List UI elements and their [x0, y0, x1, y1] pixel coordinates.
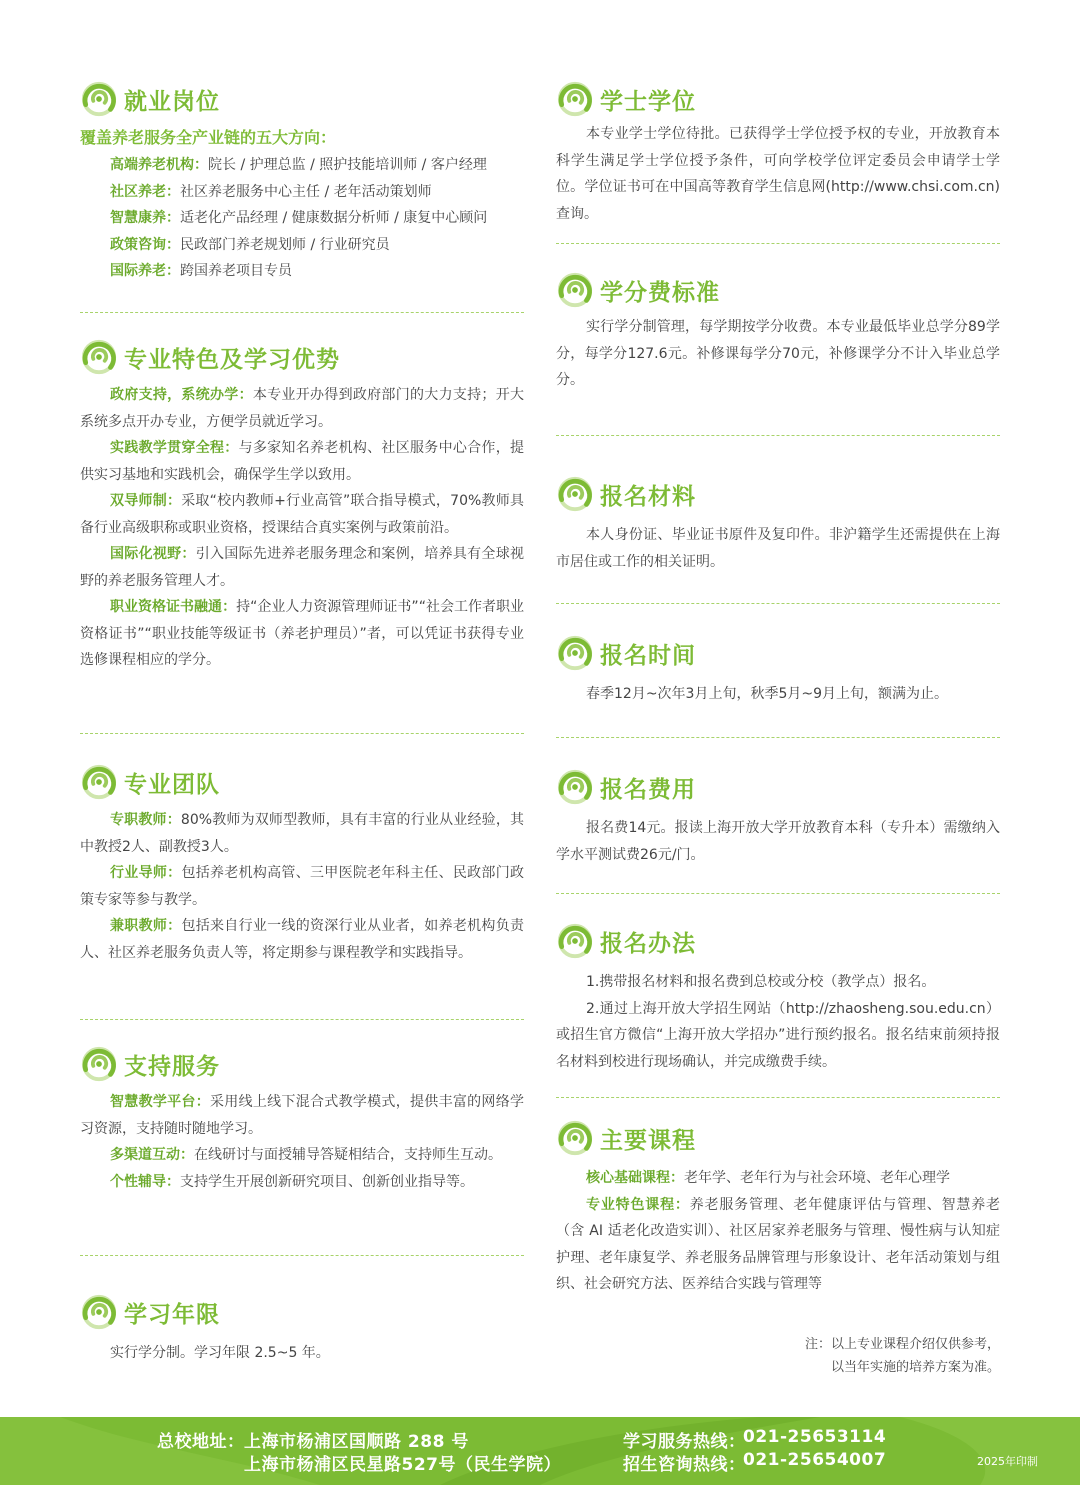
section-duration	[80, 1292, 524, 1367]
section-header	[556, 79, 1000, 119]
list-item: 专职教师：80%教师为双师型教师，具有丰富的行业从业经验，其中教授2人、副教授3人。	[80, 812, 524, 855]
swirl-logo-icon	[80, 763, 118, 801]
list-item: 实践教学贯穿全程：与多家知名养老机构、社区服务中心合作，提供实习基地和实践机会，确保学生学以致用。	[80, 440, 525, 483]
divider	[556, 243, 1000, 244]
section-header	[80, 337, 524, 377]
footer-study-hotline-label: 学习服务热线：	[623, 1432, 746, 1452]
section-text: 实行学分制。学习年限 2.5~5 年。	[110, 1345, 330, 1361]
section-team	[80, 762, 524, 966]
footer-enroll-hotline-label: 招生咨询热线：	[623, 1455, 746, 1475]
section-title: 学分费标准	[600, 279, 720, 306]
section-title: 报名费用	[600, 776, 696, 803]
section-title: 学习年限	[124, 1301, 220, 1328]
section-header	[556, 474, 1000, 514]
list-item: 双导师制：采取“校内教师+行业高管”联合指导模式，70%教师具备行业高级职称或职业资格，授课结合真实案例与政策前沿。	[80, 493, 524, 536]
section-text: 本人身份证、毕业证书原件及复印件。非沪籍学生还需提供在上海市居住或工作的相关证明。	[556, 527, 1000, 570]
divider	[80, 1255, 524, 1256]
section-title: 报名时间	[600, 642, 696, 669]
swirl-logo-icon	[556, 922, 594, 960]
section-text: 实行学分制管理，每学期按学分收费。本专业最低毕业总学分89学分，每学分127.6元。补修课每学分70元，补修课学分不计入毕业总学分。	[556, 319, 1000, 388]
section-title: 报名材料	[600, 483, 696, 510]
list-item: 国际化视野：引入国际先进养老服务理念和案例，培养具有全球视野的养老服务管理人才。	[80, 546, 525, 589]
section-materials	[556, 474, 1000, 575]
section-title: 就业岗位	[124, 88, 220, 115]
section-courses	[556, 1118, 1000, 1298]
section-header	[556, 921, 1000, 961]
footer-study-hotline: 021-25653114	[743, 1427, 887, 1447]
section-title: 专业特色及学习优势	[124, 346, 340, 373]
swirl-logo-icon	[80, 338, 118, 376]
footer-address-2: 上海市杨浦区民星路527号（民生学院）	[244, 1455, 561, 1475]
section-text: 本专业学士学位待批。已获得学士学位授予权的专业，开放教育本科学生满足学士学位授予条件，可向学校学位评定委员会申请学士学位。学位证书可在中国高等教育学生信息网(http://www.chsi.com.cn)查询。	[556, 126, 1000, 222]
footer-print-note: 2025年印制	[977, 1455, 1038, 1468]
course-note: 注：以上专业课程介绍仅供参考， 以当年实施的培养方案为准。	[804, 1337, 1000, 1375]
section-header	[556, 633, 1000, 673]
list-item: 智慧康养：适老化产品经理 / 健康数据分析师 / 康复中心顾问	[110, 210, 488, 226]
section-text: 报名费14元。报读上海开放大学开放教育本科（专升本）需缴纳入学水平测试费26元/门。	[556, 820, 1000, 863]
swirl-logo-icon	[556, 1119, 594, 1157]
section-support	[80, 1044, 524, 1195]
divider	[556, 893, 1000, 894]
section-title: 专业团队	[124, 771, 220, 798]
divider	[80, 733, 524, 734]
list-item: 国际养老：跨国养老项目专员	[110, 263, 292, 279]
section-header	[556, 767, 1000, 807]
footer-bar	[0, 1417, 1080, 1485]
swirl-logo-icon	[556, 271, 594, 309]
section-employment	[80, 79, 524, 285]
footer-address-label: 总校地址：	[157, 1432, 245, 1452]
section-enroll-fee	[556, 767, 1000, 868]
swirl-logo-icon	[80, 1293, 118, 1331]
section-enroll-method	[556, 921, 1000, 1075]
list-item: 兼职教师：包括来自行业一线的资深行业从业者，如养老机构负责人、社区养老服务负责人等，将定期参与课程教学和实践指导。	[80, 918, 525, 961]
section-header	[80, 762, 524, 802]
section-header	[80, 79, 524, 119]
section-title: 学士学位	[600, 88, 696, 115]
section-title: 支持服务	[124, 1053, 220, 1080]
list-item: 政府支持，系统办学：本专业开办得到政府部门的大力支持；开大系统多点开办专业，方便学员就近学习。	[80, 387, 525, 430]
divider	[80, 1019, 524, 1020]
divider	[556, 1097, 1000, 1098]
section-degree	[556, 79, 1000, 227]
list-item: 核心基础课程：老年学、老年行为与社会环境、老年心理学	[586, 1170, 950, 1186]
section-header	[556, 1118, 1000, 1158]
section-title: 主要课程	[600, 1127, 696, 1154]
list-item: 政策咨询：民政部门养老规划师 / 行业研究员	[110, 236, 390, 253]
list-item: 行业导师：包括养老机构高管、三甲医院老年科主任、民政部门政策专家等参与教学。	[80, 865, 525, 908]
list-item: 2.通过上海开放大学招生网站（http://zhaosheng.sou.edu.cn）或招生官方微信“上海开放大学招办”进行预约报名。报名结束前须持报名材料到校进行现场确认，并完成缴费手续。	[556, 1000, 1000, 1070]
divider	[80, 312, 524, 313]
section-fees	[556, 270, 1000, 394]
footer-enroll-hotline: 021-25654007	[743, 1450, 887, 1470]
section-features	[80, 337, 524, 674]
list-item: 社区养老：社区养老服务中心主任 / 老年活动策划师	[110, 183, 432, 200]
list-item: 个性辅导：支持学生开展创新研究项目、创新创业指导等。	[110, 1173, 474, 1190]
section-subtitle: 覆盖养老服务全产业链的五大方向：	[80, 128, 337, 147]
swirl-logo-icon	[556, 475, 594, 513]
swirl-logo-icon	[80, 1045, 118, 1083]
list-item: 专业特色课程：养老服务管理、老年健康评估与管理、智慧养老（含 AI 适老化改造实训）、社区居家养老服务与管理、慢性病与认知症护理、老年康复学、养老服务品牌管理与形象设计、老年活动策划与组织、社会研究方法、医养结合实践与管理等	[556, 1196, 1001, 1292]
section-header	[80, 1044, 524, 1084]
list-item: 职业资格证书融通：持“企业人力资源管理师证书”“社会工作者职业资格证书”“职业技能等级证书（养老护理员）”者，可以凭证书获得专业选修课程相应的学分。	[80, 599, 524, 668]
swirl-logo-icon	[80, 80, 118, 118]
section-header	[80, 1292, 524, 1332]
section-header	[556, 270, 1000, 310]
section-text: 春季12月~次年3月上旬，秋季5月~9月上旬，额满为止。	[586, 686, 948, 702]
divider	[556, 603, 1000, 604]
list-item: 智慧教学平台：采用线上线下混合式教学模式，提供丰富的网络学习资源，支持随时随地学习。	[80, 1094, 524, 1137]
divider	[556, 435, 1000, 436]
list-item: 高端养老机构：院长 / 护理总监 / 照护技能培训师 / 客户经理	[110, 157, 487, 173]
list-item: 1.携带报名材料和报名费到总校或分校（教学点）报名。	[586, 974, 936, 990]
section-title: 报名办法	[600, 930, 696, 957]
swirl-logo-icon	[556, 768, 594, 806]
section-enroll-time	[556, 633, 1000, 708]
swirl-logo-icon	[556, 80, 594, 118]
footer-address-1: 上海市杨浦区国顺路 288 号	[244, 1432, 469, 1452]
divider	[556, 737, 1000, 738]
swirl-logo-icon	[556, 634, 594, 672]
list-item: 多渠道互动：在线研讨与面授辅导答疑相结合，支持师生互动。	[110, 1147, 502, 1163]
